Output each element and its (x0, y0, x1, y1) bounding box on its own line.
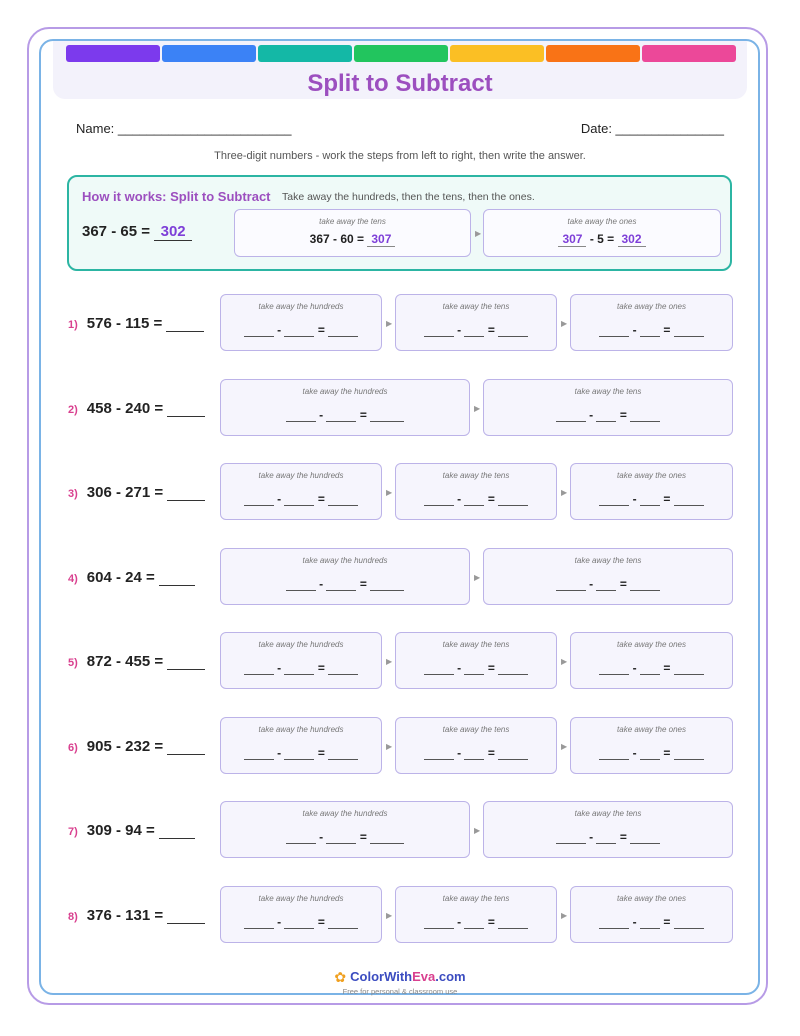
color-bar-7 (642, 45, 736, 62)
step-label: take away the ones (617, 302, 686, 311)
answer-blank[interactable] (424, 662, 454, 675)
problem-text: 306 - 271 = (86, 484, 164, 501)
answer-blank[interactable] (464, 916, 484, 929)
color-bar-5 (450, 45, 544, 62)
answer-blank[interactable] (599, 324, 629, 337)
brand-main: ColorWith (350, 969, 413, 984)
answer-blank[interactable] (159, 824, 195, 839)
answer-blank[interactable] (596, 409, 616, 422)
step-equation: - = (221, 408, 469, 422)
arrow-right-icon: ▶ (475, 229, 482, 238)
step-box-hundreds (220, 548, 470, 605)
answer-blank[interactable] (244, 916, 274, 929)
answer-blank[interactable] (464, 324, 484, 337)
step-box-ones (570, 294, 733, 351)
brand-tld: .com (435, 969, 466, 984)
step-label: take away the hundreds (258, 302, 344, 311)
step-label: take away the hundreds (302, 556, 388, 565)
step-label: take away the tens (574, 809, 642, 818)
step-label: take away the tens (442, 894, 510, 903)
problem-equation (68, 907, 205, 924)
answer-blank[interactable] (630, 409, 660, 422)
answer-blank[interactable] (284, 493, 314, 506)
step-box-tens (395, 886, 557, 943)
answer-blank[interactable] (599, 916, 629, 929)
problem-equation (68, 738, 205, 755)
problem-number: 1) (68, 319, 78, 331)
answer-blank[interactable] (167, 655, 205, 670)
answer-blank[interactable] (640, 662, 660, 675)
step-box-hundreds (220, 463, 382, 520)
step-label: take away the tens (442, 471, 510, 480)
arrow-right-icon: ▶ (561, 911, 568, 920)
step-equation: - = (571, 915, 732, 929)
example-step-2 (483, 209, 721, 257)
problem-number: 7) (68, 826, 78, 838)
answer-blank[interactable] (326, 578, 356, 591)
arrow-right-icon: ▶ (386, 488, 393, 497)
step-box-tens (395, 463, 557, 520)
step-label: take away the ones (617, 471, 686, 480)
step-label: take away the hundreds (258, 725, 344, 734)
answer-blank[interactable] (424, 324, 454, 337)
arrow-right-icon: ▶ (386, 657, 393, 666)
footer (0, 968, 800, 996)
step-box-ones (570, 463, 733, 520)
arrow-right-icon: ▶ (386, 742, 393, 751)
answer-blank[interactable] (630, 578, 660, 591)
color-bar-3 (258, 45, 352, 62)
step-label: take away the tens (574, 556, 642, 565)
answer-blank[interactable] (424, 747, 454, 760)
problem-equation (68, 484, 205, 501)
answer-blank[interactable] (244, 662, 274, 675)
answer-blank[interactable] (674, 324, 704, 337)
answer-blank[interactable] (286, 578, 316, 591)
step-equation: - = (221, 830, 469, 844)
answer-blank[interactable] (640, 324, 660, 337)
answer-blank[interactable] (370, 578, 404, 591)
color-bar-6 (546, 45, 640, 62)
arrow-right-icon: ▶ (561, 319, 568, 328)
problem-equation (68, 315, 204, 332)
page-title: Split to Subtract (307, 70, 493, 97)
problem-equation (68, 653, 205, 670)
problem-text: 905 - 232 = (86, 738, 164, 755)
answer-blank[interactable] (328, 493, 358, 506)
step-equation: - = (571, 661, 732, 675)
step-equation: - = (221, 323, 381, 337)
example-step-1 (234, 209, 471, 257)
answer-blank[interactable] (328, 324, 358, 337)
answer-blank[interactable] (498, 916, 528, 929)
problem-number: 4) (68, 573, 78, 585)
step-equation: - = (221, 746, 381, 760)
problem-number: 2) (68, 404, 78, 416)
step-label: take away the tens (442, 725, 510, 734)
answer-blank[interactable] (159, 571, 195, 586)
answer-blank[interactable] (326, 409, 356, 422)
footer-tagline: Free for personal & classroom use (342, 987, 458, 996)
step-equation: - = (571, 492, 732, 506)
step-equation: - = (484, 408, 732, 422)
step-equation: - = (221, 492, 381, 506)
step-box-tens (483, 801, 733, 858)
answer-blank[interactable] (286, 409, 316, 422)
arrow-right-icon: ▶ (561, 657, 568, 666)
step-box-tens (395, 294, 557, 351)
step-box-tens (483, 548, 733, 605)
step-equation: - = (221, 661, 381, 675)
answer-blank[interactable] (328, 916, 358, 929)
step-equation (484, 232, 720, 247)
problem-equation (68, 400, 205, 417)
problem-text: 576 - 115 = (86, 315, 163, 332)
step-equation-mid: - 5 = (589, 232, 615, 246)
arrow-right-icon: ▶ (386, 319, 393, 328)
step-box-tens (395, 632, 557, 689)
step-equation: - = (484, 577, 732, 591)
step-equation: - = (484, 830, 732, 844)
step-box-tens (395, 717, 557, 774)
step-equation (235, 232, 470, 247)
answer-blank[interactable] (424, 916, 454, 929)
problem-number: 8) (68, 911, 78, 923)
problem-number: 3) (68, 488, 78, 500)
step-box-hundreds (220, 632, 382, 689)
problem-text: 309 - 94 = (86, 822, 155, 839)
step-label: take away the hundreds (302, 809, 388, 818)
step-label: take away the tens (319, 217, 386, 226)
problem-text: 604 - 24 = (86, 569, 155, 586)
instructions: Three-digit numbers - work the steps from left to right, then write the answer. (214, 150, 586, 162)
answer-blank[interactable] (167, 402, 205, 417)
answer-blank[interactable] (674, 916, 704, 929)
problem-text: 872 - 455 = (86, 653, 164, 670)
answer-blank[interactable] (284, 662, 314, 675)
answer-blank[interactable] (328, 662, 358, 675)
step-equation: - = (396, 661, 556, 675)
example-panel (67, 175, 732, 271)
answer-blank[interactable] (674, 747, 704, 760)
problem-equation (68, 569, 195, 586)
answer-blank[interactable] (599, 493, 629, 506)
brand-logo (350, 969, 465, 984)
arrow-right-icon: ▶ (474, 826, 481, 835)
answer-blank[interactable] (424, 493, 454, 506)
answer-blank[interactable] (370, 831, 404, 844)
step-label: take away the ones (617, 725, 686, 734)
answer-blank[interactable] (556, 831, 586, 844)
palette-icon: ✿ (334, 969, 347, 985)
answer-blank[interactable] (498, 747, 528, 760)
answer-blank[interactable] (326, 831, 356, 844)
answer-blank[interactable] (556, 578, 586, 591)
answer-blank[interactable] (328, 747, 358, 760)
step-label: take away the hundreds (258, 894, 344, 903)
step-box-hundreds (220, 886, 382, 943)
color-bar-1 (66, 45, 160, 62)
answer-blank[interactable] (599, 662, 629, 675)
answer-blank[interactable] (596, 578, 616, 591)
step-equation-lhs: 367 - 60 = (309, 232, 365, 246)
color-bar-2 (162, 45, 256, 62)
example-description: Take away the hundreds, then the tens, then the ones. (282, 191, 535, 203)
step-start: 307 (558, 232, 586, 247)
step-label: take away the hundreds (258, 471, 344, 480)
step-equation: - = (396, 746, 556, 760)
answer-blank[interactable] (498, 662, 528, 675)
step-label: take away the tens (442, 640, 510, 649)
answer-blank[interactable] (464, 747, 484, 760)
step-label: take away the hundreds (302, 387, 388, 396)
name-field[interactable]: Name: ________________________ (76, 121, 292, 136)
answer-blank[interactable] (166, 317, 204, 332)
arrow-right-icon: ▶ (474, 573, 481, 582)
step-result: 302 (618, 232, 646, 247)
example-equation-text: 367 - 65 = (82, 223, 150, 240)
date-field[interactable]: Date: _______________ (580, 121, 724, 136)
step-equation: - = (571, 746, 732, 760)
answer-blank[interactable] (596, 831, 616, 844)
step-equation: - = (396, 492, 556, 506)
color-bar-4 (354, 45, 448, 62)
answer-blank[interactable] (244, 324, 274, 337)
step-label: take away the ones (567, 217, 637, 226)
answer-blank[interactable] (167, 486, 205, 501)
step-label: take away the tens (574, 387, 642, 396)
step-box-tens (483, 379, 733, 436)
answer-blank[interactable] (284, 324, 314, 337)
answer-blank[interactable] (640, 916, 660, 929)
brand-accent: Eva (412, 969, 436, 984)
step-label: take away the hundreds (258, 640, 344, 649)
step-equation: - = (221, 577, 469, 591)
answer-blank[interactable] (244, 493, 274, 506)
problem-equation (68, 822, 195, 839)
step-equation: - = (221, 915, 381, 929)
answer-blank[interactable] (167, 909, 205, 924)
answer-blank[interactable] (167, 740, 205, 755)
arrow-right-icon: ▶ (474, 404, 481, 413)
answer-blank[interactable] (640, 493, 660, 506)
answer-blank[interactable] (640, 747, 660, 760)
answer-blank[interactable] (464, 493, 484, 506)
step-label: take away the tens (442, 302, 510, 311)
step-box-ones (570, 886, 733, 943)
answer-blank[interactable] (244, 747, 274, 760)
answer-blank[interactable] (599, 747, 629, 760)
color-bar-strip (66, 45, 736, 62)
answer-blank[interactable] (498, 493, 528, 506)
step-equation: - = (396, 915, 556, 929)
answer-blank[interactable] (674, 493, 704, 506)
step-result: 307 (367, 232, 395, 247)
step-equation: - = (571, 323, 732, 337)
answer-blank[interactable] (556, 409, 586, 422)
footer-brand (0, 968, 800, 986)
answer-blank[interactable] (370, 409, 404, 422)
step-equation: - = (396, 323, 556, 337)
arrow-right-icon: ▶ (561, 742, 568, 751)
step-box-hundreds (220, 717, 382, 774)
step-box-ones (570, 717, 733, 774)
problem-text: 376 - 131 = (86, 907, 164, 924)
answer-blank[interactable] (674, 662, 704, 675)
answer-blank[interactable] (284, 916, 314, 929)
answer-blank[interactable] (286, 831, 316, 844)
answer-blank[interactable] (464, 662, 484, 675)
answer-blank[interactable] (630, 831, 660, 844)
step-box-hundreds (220, 294, 382, 351)
problem-number: 5) (68, 657, 78, 669)
example-title: How it works: Split to Subtract (82, 189, 271, 204)
step-label: take away the ones (617, 640, 686, 649)
example-equation (82, 223, 192, 241)
step-label: take away the ones (617, 894, 686, 903)
arrow-right-icon: ▶ (561, 488, 568, 497)
answer-blank[interactable] (284, 747, 314, 760)
example-answer: 302 (154, 223, 192, 241)
answer-blank[interactable] (498, 324, 528, 337)
problem-number: 6) (68, 742, 78, 754)
step-box-ones (570, 632, 733, 689)
problem-text: 458 - 240 = (86, 400, 164, 417)
step-box-hundreds (220, 801, 470, 858)
step-box-hundreds (220, 379, 470, 436)
arrow-right-icon: ▶ (386, 911, 393, 920)
